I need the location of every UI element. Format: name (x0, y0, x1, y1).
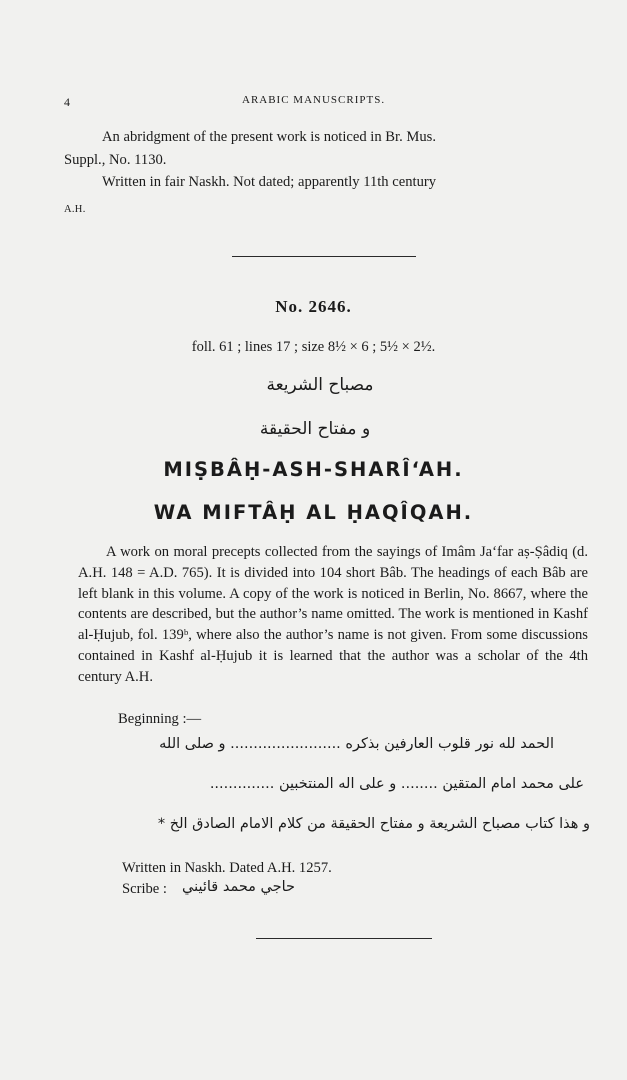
written-note: Written in Naskh. Dated A.H. 1257. (122, 860, 332, 876)
incipit-line-3: و هذا كتاب مصباح الشريعة و مفتاح الحقيقة من كلام الامام الصادق الخ * (157, 816, 590, 832)
entry-physical-description: foll. 61 ; lines 17 ; size 8½ × 6 ; 5½ × 2½. (191, 339, 436, 355)
latin-title-line-1: MIṢBÂḤ-ASH-SHARÎ‘AH. (163, 458, 464, 481)
description-paragraph: A work on moral precepts collected from the sayings of Imâm Ja‘far aṣ-Ṣâdiq (d. A.H. 148 = A.D. 765). It is divided into 104 short Bâb. The headings of each Bâb are left blank in this volume. A copy of the work is noticed in Berlin, No. 8667, where the contents are described, but the author’s name omitted. The work is mentioned in Kashf al-Ḥujub, fol. 139ᵇ, where also the author’s name is not given. From some discussions contained in Kashf al-Ḥujub it is learned that the author was a scholar of the 4th century A.H. (78, 544, 588, 685)
entry-number: No. 2646. (275, 297, 352, 316)
latin-title-line-2: WA MIFTÂḤ AL ḤAQÎQAH. (153, 501, 474, 524)
section-divider (232, 256, 416, 257)
running-title: ARABIC MANUSCRIPTS. (242, 94, 386, 106)
arabic-title-line-2: و مفتاح الحقيقة (259, 419, 371, 439)
incipit-line-1: الحمد لله نور قلوب العارفين بذكره ........................ و صلى الله (159, 736, 554, 752)
prev-entry-line-2: Suppl., No. 1130. (64, 152, 167, 168)
scribe-name: حاجي محمد قائيني (182, 879, 295, 895)
prev-entry-line-3: Written in fair Naskh. Not dated; apparently 11th century (102, 174, 437, 190)
prev-entry-line-4: A.H. (64, 204, 86, 215)
incipit-line-2: على محمد امام المتقين ........ و على اله المنتخبين .............. (209, 776, 584, 792)
scribe-label: Scribe : (122, 881, 167, 897)
arabic-title-line-1: مصباح الشريعة (266, 375, 374, 395)
prev-entry-line-1: An abridgment of the present work is noticed in Br. Mus. (102, 129, 436, 145)
beginning-label: Beginning :— (118, 711, 202, 727)
page-number: 4 (64, 95, 70, 109)
entry-description (78, 542, 588, 688)
end-divider (256, 938, 432, 939)
